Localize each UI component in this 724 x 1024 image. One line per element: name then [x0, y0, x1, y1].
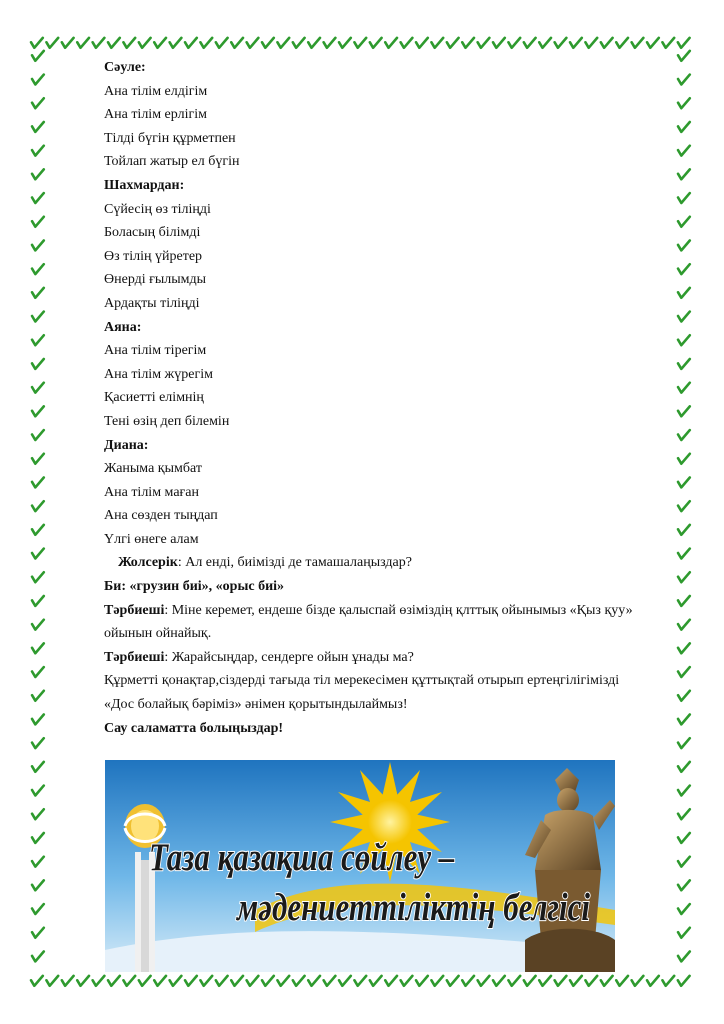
check-icon [184, 36, 196, 48]
poem-line: Сүйесің өз тіліңді [104, 201, 211, 217]
check-icon [400, 974, 412, 986]
check-icon [554, 974, 566, 986]
check-icon [677, 737, 689, 749]
check-icon [323, 36, 335, 48]
top-border [28, 32, 696, 54]
check-icon [31, 831, 43, 843]
poem-line: Қасиетті елімнің [104, 390, 204, 406]
check-icon [246, 36, 258, 48]
check-icon [154, 974, 166, 986]
closing-line-1: Құрметті қонақтар,сіздерді тағыда тіл мерекесімен құттықтай отырып ертеңгілігімізді [104, 673, 620, 689]
check-icon [31, 310, 43, 322]
check-icon [31, 286, 43, 298]
poem-line: Тені өзің деп білемін [104, 413, 230, 429]
check-icon [415, 974, 427, 986]
check-icon [677, 192, 689, 204]
check-icon [677, 666, 689, 678]
check-icon [31, 49, 43, 61]
check-icon [292, 974, 304, 986]
check-icon [385, 974, 397, 986]
check-icon [677, 950, 689, 962]
check-icon [508, 36, 520, 48]
check-icon [492, 36, 504, 48]
check-icon [677, 405, 689, 417]
check-icon [31, 381, 43, 393]
speaker-saule: Сәуле: [104, 60, 146, 75]
check-icon [677, 168, 689, 180]
check-icon [631, 974, 643, 986]
banner-title-line2: мәдениеттіліктің белгісі [237, 885, 590, 929]
check-icon [616, 974, 628, 986]
check-icon [61, 36, 73, 48]
farewell-line: Сау саламатта болыңыздар! [104, 720, 284, 736]
check-icon [31, 784, 43, 796]
poem-line: Ардақты тіліңді [104, 295, 200, 311]
check-icon [292, 36, 304, 48]
check-icon [677, 357, 689, 369]
check-icon [31, 192, 43, 204]
check-icon [31, 760, 43, 772]
check-icon [31, 642, 43, 654]
check-icon [31, 903, 43, 915]
check-icon [569, 36, 581, 48]
check-icon [261, 974, 273, 986]
check-icon [677, 263, 689, 275]
check-icon [677, 926, 689, 938]
check-icon [677, 642, 689, 654]
check-icon [323, 974, 335, 986]
teacher-name: Тәрбиеші [104, 649, 165, 665]
check-icon [123, 36, 135, 48]
check-icon [277, 974, 289, 986]
check-icon [677, 120, 689, 132]
check-icon [677, 594, 689, 606]
check-icon [31, 144, 43, 156]
check-icon [600, 36, 612, 48]
banner-title-line1: Таза қазақша сөйлеу – [149, 835, 455, 879]
check-icon [154, 36, 166, 48]
check-icon [631, 36, 643, 48]
check-icon [31, 476, 43, 488]
poem-line: Ана тілім елдігім [104, 83, 208, 99]
teacher-text: : Жарайсыңдар, сендерге ойын ұнады ма? [164, 649, 414, 665]
check-icon [215, 974, 227, 986]
check-icon [385, 36, 397, 48]
check-icon [31, 452, 43, 464]
check-icon [31, 334, 43, 346]
check-icon [569, 974, 581, 986]
check-icon [107, 974, 119, 986]
speaker-shakhmardan: Шахмардан: [104, 177, 185, 193]
check-icon [308, 36, 320, 48]
check-icon [123, 974, 135, 986]
check-icon [354, 36, 366, 48]
left-border [26, 48, 48, 978]
stanza-saule [104, 56, 664, 174]
check-icon [585, 974, 597, 986]
banner-image [105, 760, 615, 972]
check-icon [200, 36, 212, 48]
check-icon [677, 239, 689, 251]
check-icon [31, 689, 43, 701]
speaker-ayana: Аяна: [104, 319, 142, 335]
check-icon [677, 713, 689, 725]
check-icon [415, 36, 427, 48]
check-icon [31, 571, 43, 583]
check-icon [31, 808, 43, 820]
check-icon [215, 36, 227, 48]
document-body [104, 56, 664, 740]
check-icon [677, 903, 689, 915]
poem-line: Жаныма қымбат [104, 461, 202, 477]
check-icon [46, 36, 58, 48]
check-icon [61, 974, 73, 986]
check-icon [677, 689, 689, 701]
stanza-diana [104, 434, 664, 552]
teacher-line-1-cont: ойынын ойнайық. [104, 626, 212, 642]
check-icon [169, 974, 181, 986]
banner-illustration [105, 760, 615, 972]
zholserik-line [104, 551, 664, 575]
check-icon [31, 618, 43, 630]
check-icon [677, 500, 689, 512]
check-icon [246, 974, 258, 986]
check-icon [677, 452, 689, 464]
check-icon [446, 974, 458, 986]
check-icon [677, 571, 689, 583]
check-icon [677, 547, 689, 559]
check-icon [261, 36, 273, 48]
poem-line: Боласың білімді [104, 225, 201, 241]
check-icon [31, 500, 43, 512]
check-icon [400, 36, 412, 48]
check-icon [677, 334, 689, 346]
check-icon [677, 523, 689, 535]
check-icon [92, 974, 104, 986]
check-icon [31, 215, 43, 227]
check-icon [462, 36, 474, 48]
poem-line: Ана тілім ерлігім [104, 107, 207, 123]
check-icon [31, 405, 43, 417]
teacher-line-2 [104, 646, 664, 670]
check-icon [662, 36, 674, 48]
zholserik-name: Жолсерік [118, 555, 178, 571]
poem-line: Тілді бүгін құрметпен [104, 130, 236, 146]
check-icon [677, 855, 689, 867]
check-icon [585, 36, 597, 48]
check-icon [92, 36, 104, 48]
check-icon [138, 36, 150, 48]
bottom-border [28, 970, 696, 992]
check-icon [231, 974, 243, 986]
check-icon [677, 381, 689, 393]
dance-line: Би: «грузин биі», «орыс биі» [104, 579, 285, 595]
check-icon [646, 974, 658, 986]
check-icon [31, 950, 43, 962]
check-icon [677, 831, 689, 843]
check-icon [462, 974, 474, 986]
check-icon [338, 974, 350, 986]
check-icon [31, 357, 43, 369]
check-icon [31, 666, 43, 678]
check-icon [354, 974, 366, 986]
check-icon [677, 476, 689, 488]
check-icon [677, 215, 689, 227]
right-border [672, 48, 694, 978]
check-icon [338, 36, 350, 48]
check-icon [31, 855, 43, 867]
check-icon [554, 36, 566, 48]
check-icon [308, 974, 320, 986]
check-icon [677, 618, 689, 630]
check-icon [677, 144, 689, 156]
poem-line: Ана тілім маған [104, 484, 199, 500]
check-icon [677, 286, 689, 298]
check-icon [677, 760, 689, 772]
check-icon [31, 713, 43, 725]
check-icon [677, 310, 689, 322]
check-icon [200, 974, 212, 986]
check-icon [677, 97, 689, 109]
check-icon [30, 36, 42, 48]
check-icon [369, 974, 381, 986]
stanza-ayana [104, 316, 664, 434]
poem-line: Өнерді ғылымды [104, 272, 207, 288]
check-icon [508, 974, 520, 986]
check-icon [492, 974, 504, 986]
check-icon [31, 168, 43, 180]
check-icon [77, 36, 89, 48]
check-icon [677, 49, 689, 61]
check-icon [477, 36, 489, 48]
check-icon [600, 974, 612, 986]
check-icon [523, 974, 535, 986]
check-icon [431, 974, 443, 986]
check-icon [169, 36, 181, 48]
check-icon [31, 926, 43, 938]
check-icon [107, 36, 119, 48]
check-icon [31, 547, 43, 559]
script-section [104, 551, 664, 740]
check-icon [31, 523, 43, 535]
check-icon [677, 36, 689, 48]
check-icon [31, 879, 43, 891]
check-icon [31, 737, 43, 749]
check-icon [369, 36, 381, 48]
check-icon [277, 36, 289, 48]
check-icon [184, 974, 196, 986]
check-icon [477, 974, 489, 986]
check-icon [677, 73, 689, 85]
closing-line-2: «Дос болайық бәріміз» әнімен қорытындылаймыз! [104, 697, 408, 713]
check-icon [539, 36, 551, 48]
check-icon [31, 239, 43, 251]
check-icon [539, 974, 551, 986]
teacher-line-1 [104, 599, 664, 623]
teacher-name: Тәрбиеші [104, 602, 165, 618]
check-icon [446, 36, 458, 48]
check-icon [523, 36, 535, 48]
poem-section [104, 56, 664, 551]
check-icon [31, 120, 43, 132]
check-icon [231, 36, 243, 48]
check-icon [677, 429, 689, 441]
check-icon [31, 594, 43, 606]
check-icon [677, 879, 689, 891]
speaker-diana: Диана: [104, 437, 149, 453]
check-icon [77, 974, 89, 986]
check-icon [431, 36, 443, 48]
poem-line: Өз тілің үйретер [104, 248, 203, 264]
stanza-shakhmardan [104, 174, 664, 316]
teacher-text: : Міне керемет, ендеше бізде қалыспай өзіміздің қлттық ойынымыз «Қыз қуу» [164, 602, 633, 618]
check-icon [31, 97, 43, 109]
poem-line: Ана сөзден тыңдап [104, 508, 218, 524]
check-icon [646, 36, 658, 48]
poem-line: Ана тілім тірегім [104, 343, 207, 359]
check-icon [31, 263, 43, 275]
check-icon [616, 36, 628, 48]
poem-line: Тойлап жатыр ел бүгін [104, 154, 240, 170]
poem-line: Ана тілім жүрегім [104, 366, 213, 382]
check-icon [31, 73, 43, 85]
check-icon [138, 974, 150, 986]
poem-line: Үлгі өнеге алам [104, 531, 199, 547]
check-icon [677, 808, 689, 820]
check-icon [31, 429, 43, 441]
check-icon [677, 784, 689, 796]
zholserik-text: : Ал енді, биімізді де тамашалаңыздар? [177, 555, 412, 571]
